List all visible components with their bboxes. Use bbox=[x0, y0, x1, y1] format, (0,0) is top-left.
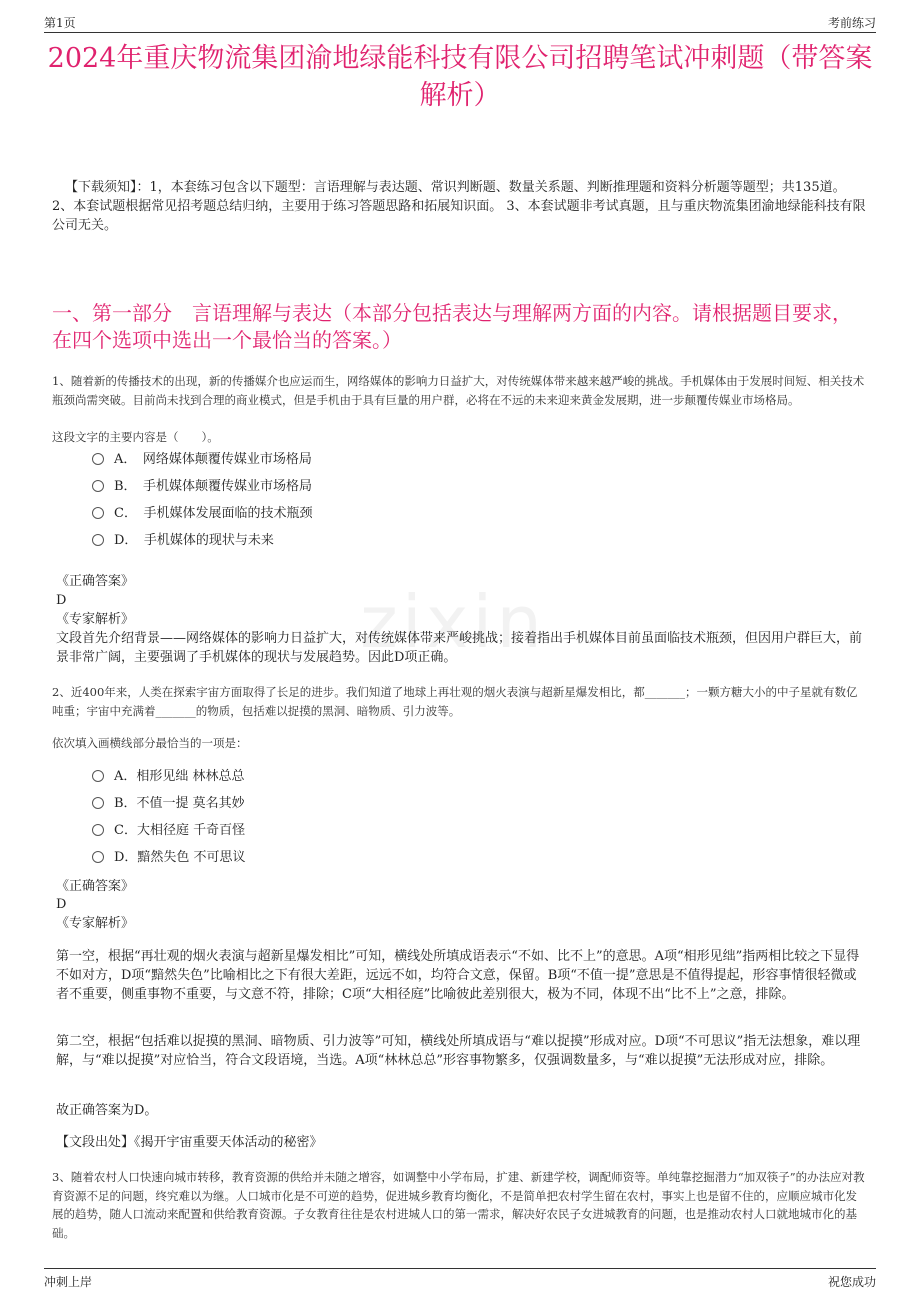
radio-icon[interactable] bbox=[92, 851, 104, 863]
section-heading: 一、第一部分 言语理解与表达（本部分包括表达与理解两方面的内容。请根据题目要求，在四个选项中选出一个最恰当的答案。） bbox=[52, 301, 852, 352]
header-label: 考前练习 bbox=[827, 16, 876, 30]
watermark: zixin bbox=[360, 580, 547, 664]
page-number: 第1页 bbox=[44, 16, 76, 30]
q2-analysis-label: 《专家解析》 bbox=[56, 916, 135, 931]
q1-answer: D bbox=[56, 593, 67, 608]
download-notice: 【下载须知】：1，本套练习包含以下题型：言语理解与表达题、常识判断题、数量关系题、判断推理题和资料分析题等题型；共135道。 2、本套试题根据常见招考题总结归纳，主要用于练习答题思路和拓展知识面。 3、本套试题非考试真题，且与重庆物流集团渝地绿能科技有限公司无关。 bbox=[52, 180, 866, 233]
q1-option-d[interactable]: D． 手机媒体的现状与未来 bbox=[92, 532, 274, 550]
q1-option-c[interactable]: C． 手机媒体发展面临的技术瓶颈 bbox=[92, 505, 312, 523]
radio-icon[interactable] bbox=[92, 797, 104, 809]
q2-option-b[interactable]: B．不值一提 莫名其妙 bbox=[92, 795, 245, 813]
radio-icon[interactable] bbox=[92, 453, 104, 465]
radio-icon[interactable] bbox=[92, 770, 104, 782]
radio-icon[interactable] bbox=[92, 534, 104, 546]
question-1-prompt: 这段文字的主要内容是（ ）。 bbox=[52, 430, 219, 444]
q1-option-a[interactable]: A． 网络媒体颠覆传媒业市场格局 bbox=[92, 451, 312, 469]
page-header bbox=[44, 10, 876, 33]
question-2-text: 2、近400年来，人类在探索宇宙方面取得了长足的进步。我们知道了地球上再壮观的烟火表演与超新星爆发相比，都_______；一颗方糖大小的中子星就有数亿吨重；宇宙中充满着_______的物质，包括难以捉摸的黑洞、暗物质、引力波等。 bbox=[52, 685, 858, 718]
q1-option-b[interactable]: B． 手机媒体颠覆传媒业市场格局 bbox=[92, 478, 312, 496]
q2-option-c[interactable]: C．大相径庭 千奇百怪 bbox=[92, 822, 245, 840]
q2-analysis-paragraph-2: 第二空，根据“包括难以捉摸的黑洞、暗物质、引力波等”可知，横线处所填成语与“难以捉摸”形成对应。D项“不可思议”指无法想象，难以理解，与“难以捉摸”对应恰当，符合文段语境，当选。A项“林林总总”形容事物繁多，仅强调数量多，与“难以捉摸”无法形成对应，排除。 bbox=[56, 1034, 861, 1068]
question-1-text: 1、随着新的传播技术的出现，新的传播媒介也应运而生，网络媒体的影响力日益扩大，对传统媒体带来越来越严峻的挑战。手机媒体由于发展时间短、相关技术瓶颈尚需突破。目前尚未找到合理的商业模式，但是手机由于具有巨量的用户群，必将在不远的未来迎来黄金发展期，进一步颠覆传媒业市场格局。 bbox=[52, 374, 865, 407]
radio-icon[interactable] bbox=[92, 507, 104, 519]
q2-conclusion: 故正确答案为D。 bbox=[56, 1103, 158, 1118]
q2-answer-label: 《正确答案》 bbox=[56, 879, 135, 894]
question-2-prompt: 依次填入画横线部分最恰当的一项是： bbox=[52, 736, 248, 750]
q1-analysis: 文段首先介绍背景——网络媒体的影响力日益扩大，对传统媒体带来严峻挑战；接着指出手机媒体目前虽面临技术瓶颈，但因用户群巨大，前景非常广阔，主要强调了手机媒体的现状与发展趋势。因此D项正确。 bbox=[56, 631, 863, 665]
q2-answer: D bbox=[56, 897, 67, 912]
q2-option-a[interactable]: A．相形见绌 林林总总 bbox=[92, 768, 245, 786]
q2-source: 【文段出处】《揭开宇宙重要天体活动的秘密》 bbox=[56, 1135, 323, 1150]
page-footer bbox=[44, 1268, 876, 1291]
q2-option-d[interactable]: D．黯然失色 不可思议 bbox=[92, 849, 246, 867]
radio-icon[interactable] bbox=[92, 480, 104, 492]
radio-icon[interactable] bbox=[92, 824, 104, 836]
document-title: 2024年重庆物流集团渝地绿能科技有限公司招聘笔试冲刺题（带答案解析） bbox=[47, 43, 873, 111]
q1-answer-label: 《正确答案》 bbox=[56, 574, 135, 589]
footer-left: 冲刺上岸 bbox=[44, 1275, 93, 1289]
footer-right: 祝您成功 bbox=[827, 1275, 876, 1289]
q2-analysis-paragraph-1: 第一空，根据“再壮观的烟火表演与超新星爆发相比”可知，横线处所填成语表示“不如、比不上”的意思。A项“相形见绌”指两相比较之下显得不如对方，D项“黯然失色”比喻相比之下有很大差距，远远不如，均符合文意，保留。B项“不值一提”意思是不值得提起，形容事情很轻微或者不重要，侧重事物不重要，与文意不符，排除；C项“大相径庭”比喻彼此差别很大，极为不同，体现不出“比不上”之意，排除。 bbox=[56, 949, 860, 1002]
question-3-text: 3、随着农村人口快速向城市转移，教育资源的供给并未随之增容，如调整中小学布局，扩建、新建学校，调配师资等。单纯靠挖掘潜力“加双筷子”的办法应对教育资源不足的问题，终究难以为继。人口城市化是不可逆的趋势，促进城乡教育均衡化，不是简单把农村学生留在农村，事实上也是留不住的，应顺应城市化发展的趋势，随人口流动来配置和供给教育资源。子女教育往往是农村进城人口的第一需求，解决好农民子女进城教育的问题，也是推动农村人口就地城市化的基础。 bbox=[52, 1170, 865, 1240]
q1-analysis-label: 《专家解析》 bbox=[56, 612, 135, 627]
